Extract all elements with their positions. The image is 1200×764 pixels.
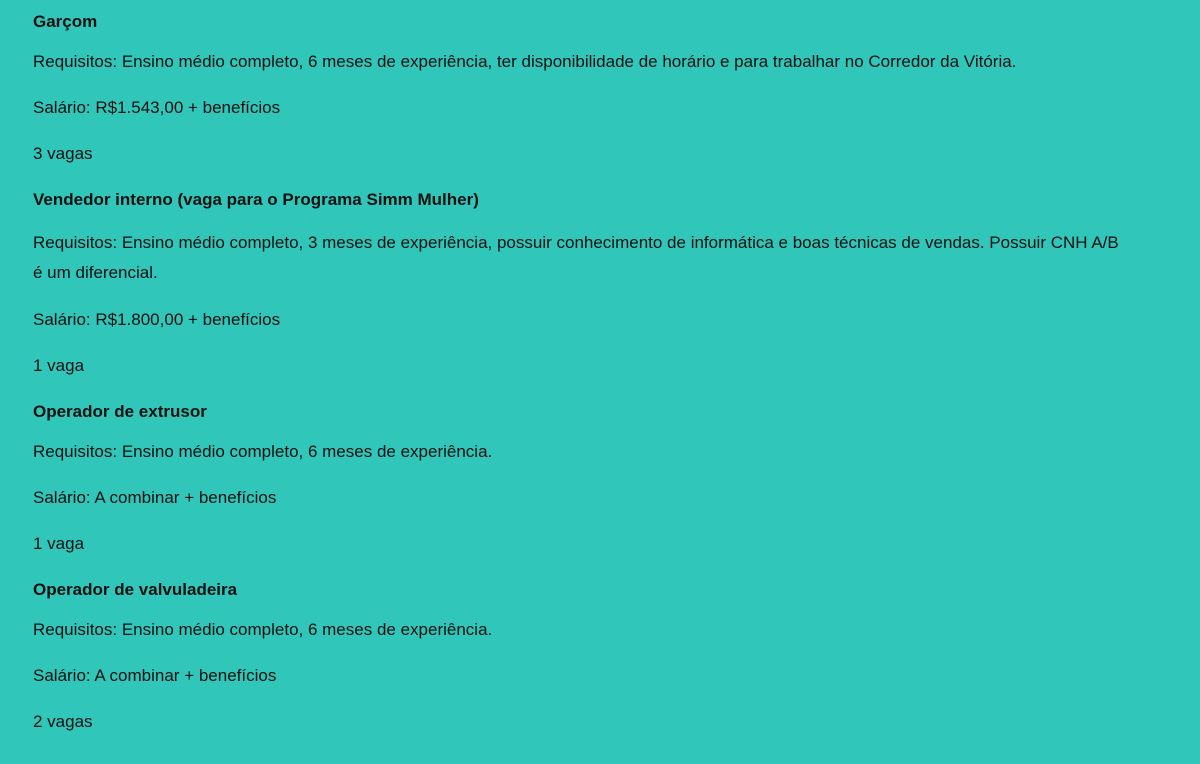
job-listing-operador-valvuladeira [33,578,1200,733]
job-title: Operador de extrusor [33,402,207,421]
job-salary: Salário: R$1.800,00 + benefícios [33,310,281,329]
job-requirements: Requisitos: Ensino médio completo, 3 meses de experiência, possuir conhecimento de informática e boas técnicas de vendas. Possuir CNH A/B é um diferencial. [33,233,1119,282]
job-openings: 1 vaga [33,356,85,375]
job-openings: 3 vagas [33,144,93,163]
job-requirements: Requisitos: Ensino médio completo, 6 meses de experiência, ter disponibilidade de horário e para trabalhar no Corredor da Vitória. [33,52,1017,71]
job-title: Operador de valvuladeira [33,580,238,599]
job-salary: Salário: A combinar + benefícios [33,488,277,507]
job-listing-operador-extrusor [33,400,1200,555]
job-requirements: Requisitos: Ensino médio completo, 6 meses de experiência. [33,620,493,639]
job-openings: 1 vaga [33,534,85,553]
job-salary: Salário: A combinar + benefícios [33,666,277,685]
job-requirements: Requisitos: Ensino médio completo, 6 meses de experiência. [33,442,493,461]
job-salary: Salário: R$1.543,00 + benefícios [33,98,281,117]
job-listing-garcom [33,10,1200,165]
job-listing-vendedor-interno [33,188,1200,377]
job-title: Vendedor interno (vaga para o Programa Simm Mulher) [33,190,479,209]
job-title: Garçom [33,12,98,31]
job-openings: 2 vagas [33,712,93,731]
